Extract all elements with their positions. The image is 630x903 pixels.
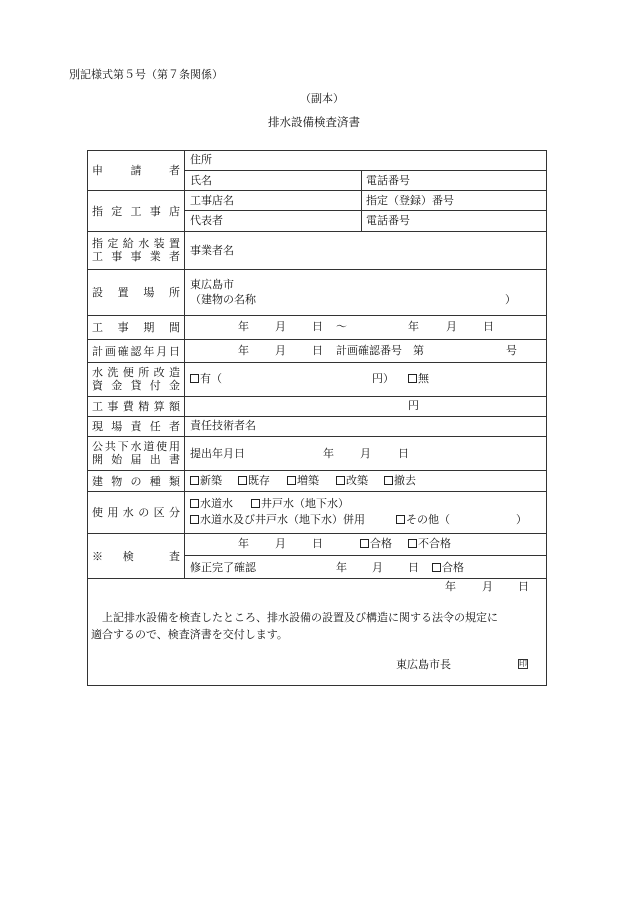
fix-pass[interactable] <box>432 562 464 574</box>
loan-yes-option[interactable] <box>190 373 222 385</box>
water-other-close: ） <box>516 513 527 526</box>
water-option-other[interactable] <box>396 514 450 526</box>
row-divider <box>87 533 547 534</box>
row-divider <box>87 339 547 340</box>
loan-label-line1: 水洗便所改造 <box>92 366 180 379</box>
sewer-label <box>92 440 180 466</box>
checkbox[interactable] <box>360 539 369 548</box>
water-use-label: 使用水の区分 <box>92 506 180 519</box>
period-label: 工事期間 <box>92 321 180 334</box>
building-option-removal[interactable] <box>384 475 416 487</box>
option-text: 新築 <box>200 474 222 487</box>
water-supply-label-line1: 指定給水装置 <box>92 237 180 250</box>
checkbox[interactable] <box>396 515 405 524</box>
inspection-day: 日 <box>312 537 323 550</box>
phone-column-divider <box>361 170 362 231</box>
engineer-name: 責任技術者名 <box>190 419 256 432</box>
loan-yen: 円） <box>372 372 394 385</box>
fix-day: 日 <box>408 561 419 574</box>
applicant-label: 申請者 <box>92 164 180 177</box>
loan-no-text: 無 <box>418 372 429 385</box>
location-city: 東広島市 <box>190 278 234 291</box>
loan-yes-checkbox[interactable] <box>190 374 199 383</box>
fix-confirm-label: 修正完了確認 <box>190 561 256 574</box>
business-name: 事業者名 <box>190 244 234 257</box>
water-option-well[interactable] <box>251 498 349 510</box>
label-column-divider <box>184 150 185 578</box>
option-text: 合格 <box>442 561 464 574</box>
option-text: 合格 <box>370 537 392 550</box>
issue-year: 年 <box>445 580 456 593</box>
applicant-address: 住所 <box>190 153 212 166</box>
option-text: 水道水 <box>200 497 233 510</box>
inspection-label: ※ 検 査 <box>92 550 180 563</box>
issue-month: 月 <box>482 580 493 593</box>
sewer-year: 年 <box>323 447 334 460</box>
contractor-registration: 指定（登録）番号 <box>366 194 454 207</box>
water-option-tap[interactable] <box>190 498 233 510</box>
row-divider <box>87 416 547 417</box>
loan-label <box>92 366 180 392</box>
checkbox[interactable] <box>190 476 199 485</box>
inspection-fail[interactable] <box>408 538 451 550</box>
option-text: 増築 <box>297 474 319 487</box>
period-end-day: 日 <box>483 320 494 333</box>
option-text: 改築 <box>346 474 368 487</box>
plan-year: 年 <box>238 344 249 357</box>
option-text: 水道水及び井戸水（地下水）併用 <box>200 513 365 526</box>
period-start-day: 日 <box>312 320 323 333</box>
sewer-label-line2: 開始届出書 <box>92 453 180 466</box>
plan-number-label: 計画確認番号 第 <box>336 344 424 357</box>
plan-month: 月 <box>275 344 286 357</box>
row-divider <box>184 170 547 171</box>
certificate-text-line2: 適合するので、検査済書を交付します。 <box>91 628 288 641</box>
option-text: 井戸水（地下水） <box>261 497 349 510</box>
option-text: 撤去 <box>394 474 416 487</box>
row-divider <box>87 190 547 191</box>
inspection-pass[interactable] <box>360 538 392 550</box>
checkbox[interactable] <box>432 563 441 572</box>
plan-day: 日 <box>312 344 323 357</box>
sewer-day: 日 <box>398 447 409 460</box>
checkbox[interactable] <box>238 476 247 485</box>
checkbox[interactable] <box>287 476 296 485</box>
sewer-submit-date-label: 提出年月日 <box>190 447 245 460</box>
period-end-year: 年 <box>408 320 419 333</box>
row-divider <box>184 555 547 556</box>
building-type-label: 建物の種類 <box>92 475 180 488</box>
site-manager-label: 現場責任者 <box>92 420 180 433</box>
document-title: 排水設備検査済書 <box>268 115 360 129</box>
checkbox[interactable] <box>251 499 260 508</box>
contractor-label: 指定工事店 <box>92 205 180 218</box>
form-number: 別記様式第５号（第７条関係） <box>69 68 223 81</box>
applicant-name: 氏名 <box>190 174 212 187</box>
seal-mark: 印 <box>519 659 527 668</box>
period-end-month: 月 <box>446 320 457 333</box>
loan-label-line2: 資金貸付金 <box>92 379 180 392</box>
row-divider <box>87 436 547 437</box>
row-divider <box>87 269 547 270</box>
row-divider <box>87 231 547 232</box>
option-text: その他（ <box>406 513 450 526</box>
checkbox[interactable] <box>336 476 345 485</box>
loan-no-option[interactable] <box>408 373 429 385</box>
row-divider <box>87 362 547 363</box>
period-tilde: 〜 <box>336 320 347 333</box>
issue-day: 日 <box>518 580 529 593</box>
building-option-extension[interactable] <box>287 475 319 487</box>
checkbox[interactable] <box>408 539 417 548</box>
contractor-shop-name: 工事店名 <box>190 194 234 207</box>
water-supply-label-line2: 工事事業者 <box>92 250 180 263</box>
fix-year: 年 <box>336 561 347 574</box>
loan-no-checkbox[interactable] <box>408 374 417 383</box>
contractor-representative: 代表者 <box>190 214 223 227</box>
location-label: 設置場所 <box>92 286 180 299</box>
plan-number-suffix: 号 <box>506 344 517 357</box>
period-start-month: 月 <box>275 320 286 333</box>
option-text: 不合格 <box>418 537 451 550</box>
inspection-year: 年 <box>238 537 249 550</box>
row-divider <box>184 210 547 211</box>
checkbox[interactable] <box>384 476 393 485</box>
water-supply-label <box>92 237 180 263</box>
sewer-label-line1: 公共下水道使用 <box>92 440 180 453</box>
option-text: 既存 <box>248 474 270 487</box>
loan-yes-text: 有（ <box>200 372 222 385</box>
contractor-phone: 電話番号 <box>366 214 410 227</box>
plan-date-label: 計画確認年月日 <box>92 345 180 358</box>
building-option-existing[interactable] <box>238 475 270 487</box>
row-divider <box>87 315 547 316</box>
building-name-open: （建物の名称 <box>190 293 256 306</box>
checkbox[interactable] <box>190 515 199 524</box>
row-divider <box>87 470 547 471</box>
row-divider <box>87 491 547 492</box>
building-option-renovation[interactable] <box>336 475 368 487</box>
inspection-month: 月 <box>275 537 286 550</box>
water-option-both[interactable] <box>190 514 365 526</box>
row-divider <box>87 396 547 397</box>
checkbox[interactable] <box>190 499 199 508</box>
copy-mark: （副本） <box>300 92 344 105</box>
building-option-new[interactable] <box>190 475 222 487</box>
building-name-close: ） <box>505 293 516 306</box>
fix-month: 月 <box>372 561 383 574</box>
certificate-text-line1: 上記排水設備を検査したところ、排水設備の設置及び構造に関する法令の規定に <box>102 611 498 624</box>
cost-label: 工事費精算額 <box>92 400 180 413</box>
period-start-year: 年 <box>238 320 249 333</box>
row-divider <box>87 578 547 579</box>
cost-yen: 円 <box>408 399 419 412</box>
issuer: 東広島市長 <box>396 658 451 671</box>
sewer-month: 月 <box>360 447 371 460</box>
applicant-phone: 電話番号 <box>366 174 410 187</box>
